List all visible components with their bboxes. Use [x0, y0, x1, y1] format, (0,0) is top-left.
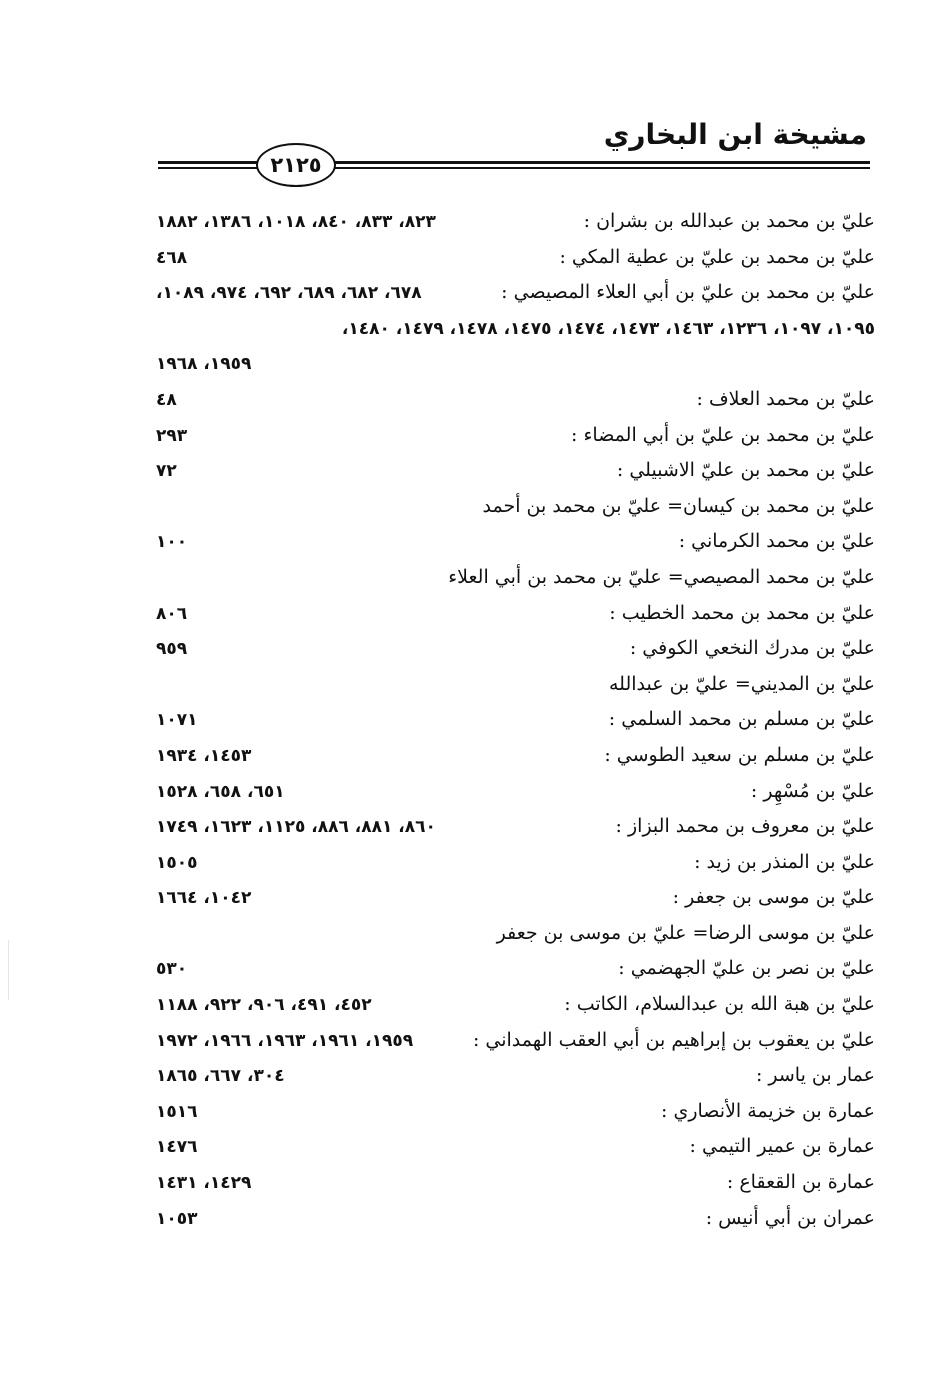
index-entry	[150, 849, 875, 885]
index-entry-continuation	[150, 315, 875, 351]
index-entry	[150, 635, 875, 671]
entry-refs: ٤٦٨	[156, 247, 188, 268]
entry-refs: ٣٠٤، ٦٦٧، ١٨٦٥	[156, 1066, 285, 1087]
entry-name: عليّ بن محمد بن عليّ بن أبي العلاء المصيصي :	[501, 281, 875, 304]
entry-refs: ٨٠٦	[156, 603, 188, 624]
entry-name: عليّ بن مُسْهِر :	[750, 779, 875, 802]
index-entry	[150, 1169, 875, 1205]
index-entry-continuation	[150, 350, 875, 386]
entry-name: عليّ بن محمد بن عليّ بن عطية المكي :	[559, 245, 875, 268]
entry-refs: ٧٢	[156, 461, 177, 482]
index-entry	[150, 742, 875, 778]
entry-refs: ٨٦٠، ٨٨١، ٨٨٦، ١١٢٥، ١٦٢٣، ١٧٤٩	[156, 817, 436, 838]
entry-refs: ٩٥٩	[156, 639, 188, 660]
entry-name: عليّ بن محمد بن عبدالله بن بشران :	[583, 210, 875, 232]
index-entry	[150, 955, 875, 991]
entry-name: عليّ بن محمد بن عليّ الاشبيلي :	[616, 459, 875, 482]
entry-name: عليّ بن مسلم بن محمد السلمي :	[608, 708, 875, 731]
index-entry	[150, 813, 875, 849]
entry-refs: ٦٧٨، ٦٨٢، ٦٨٩، ٦٩٢، ٩٧٤، ١٠٨٩،	[156, 283, 422, 304]
entry-refs: ١٤٢٩، ١٤٣١	[156, 1173, 252, 1194]
index-entry	[150, 208, 875, 244]
entry-name: عمارة بن عمير التيمي :	[689, 1135, 875, 1158]
index-entry	[150, 493, 875, 529]
entry-name: عليّ بن مسلم بن سعيد الطوسي :	[604, 743, 875, 766]
entry-refs: ١٠٩٥، ١٠٩٧، ١٢٣٦، ١٤٦٣، ١٤٧٣، ١٤٧٤، ١٤٧٥، ١٤٧٨، ١٤٧٩، ١٤٨٠،	[341, 318, 875, 339]
entry-name: عمار بن ياسر :	[755, 1064, 875, 1087]
entry-refs: ١٠٧١	[156, 710, 198, 731]
entry-refs: ٤٥٢، ٤٩١، ٩٠٦، ٩٢٢، ١١٨٨	[156, 995, 372, 1016]
index-entry	[150, 600, 875, 636]
entry-name: عليّ بن المنذر بن زيد :	[694, 850, 875, 873]
entry-name: عليّ بن يعقوب بن إبراهيم بن أبي العقب الهمداني :	[472, 1028, 875, 1051]
index-entry	[150, 422, 875, 458]
index-entry	[150, 884, 875, 920]
entry-refs: ٢٩٣	[156, 425, 188, 446]
index-entry	[150, 1098, 875, 1134]
entry-name: عليّ بن هبة الله بن عبدالسلام، الكاتب :	[564, 993, 875, 1016]
entry-name: عليّ بن نصر بن عليّ الجهضمي :	[618, 957, 875, 980]
entry-name: عليّ بن محمد الكرماني :	[678, 530, 875, 553]
index-entry	[150, 244, 875, 280]
index-entry	[150, 1062, 875, 1098]
entry-name: عليّ بن محمد بن محمد الخطيب :	[609, 601, 875, 624]
index-entry	[150, 1133, 875, 1169]
scan-margin-mark	[8, 940, 9, 1000]
entry-name: عليّ بن مدرك النخعي الكوفي :	[629, 637, 875, 660]
entry-refs: ٦٥١، ٦٥٨، ١٥٢٨	[156, 781, 285, 802]
running-title: مشيخة ابن البخاري	[603, 118, 867, 151]
entry-name: عليّ بن محمد بن كيسان= عليّ بن محمد بن أحمد	[482, 494, 875, 517]
entry-name: عمران بن أبي أنيس :	[705, 1206, 875, 1229]
index-entry	[150, 671, 875, 707]
index-entry	[150, 920, 875, 956]
entry-refs: ٥٣٠	[156, 959, 188, 980]
entry-refs: ١٥١٦	[156, 1101, 198, 1122]
entry-refs: ١٠٥٣	[156, 1208, 198, 1229]
entry-name: عليّ بن موسى الرضا= عليّ بن موسى بن جعفر	[496, 921, 875, 944]
entry-refs: ٤٨	[156, 389, 177, 410]
index-entry	[150, 1027, 875, 1063]
entry-refs: ١٩٥٩، ١٩٦١، ١٩٦٣، ١٩٦٦، ١٩٧٢	[156, 1030, 414, 1051]
index-entry	[150, 991, 875, 1027]
index-entry	[150, 279, 875, 315]
entry-refs: ٨٢٣، ٨٣٣، ٨٤٠، ١٠١٨، ١٣٨٦، ١٨٨٢	[156, 212, 436, 232]
entry-refs: ١٠٠	[156, 532, 188, 553]
entry-refs: ١٩٥٩، ١٩٦٨	[156, 354, 252, 375]
index-entry	[150, 386, 875, 422]
entry-refs: ١٤٧٦	[156, 1137, 198, 1158]
index-entry	[150, 706, 875, 742]
entry-name: عليّ بن معروف بن محمد البزاز :	[615, 815, 875, 838]
entry-name: عمارة بن خزيمة الأنصاري :	[661, 1099, 875, 1122]
entry-name: عليّ بن المديني= عليّ بن عبدالله	[608, 672, 875, 695]
index-entry	[150, 528, 875, 564]
index-entry	[150, 564, 875, 600]
entry-refs: ١٠٤٢، ١٦٦٤	[156, 888, 252, 909]
entry-name: عمارة بن القعقاع :	[726, 1171, 875, 1194]
index-entry	[150, 457, 875, 493]
entry-name: عليّ بن محمد المصيصي= عليّ بن محمد بن أبي العلاء	[448, 565, 875, 588]
entry-name: عليّ بن محمد العلاف :	[696, 387, 875, 410]
index-entries	[150, 208, 875, 1240]
index-entry	[150, 1205, 875, 1241]
entry-refs: ١٥٠٥	[156, 852, 198, 873]
page-number: ٢١٢٥	[256, 143, 336, 187]
index-entry	[150, 778, 875, 814]
entry-refs: ١٤٥٣، ١٩٣٤	[156, 745, 252, 766]
entry-name: عليّ بن محمد بن عليّ بن أبي المضاء :	[571, 423, 875, 446]
entry-name: عليّ بن موسى بن جعفر :	[672, 886, 875, 909]
